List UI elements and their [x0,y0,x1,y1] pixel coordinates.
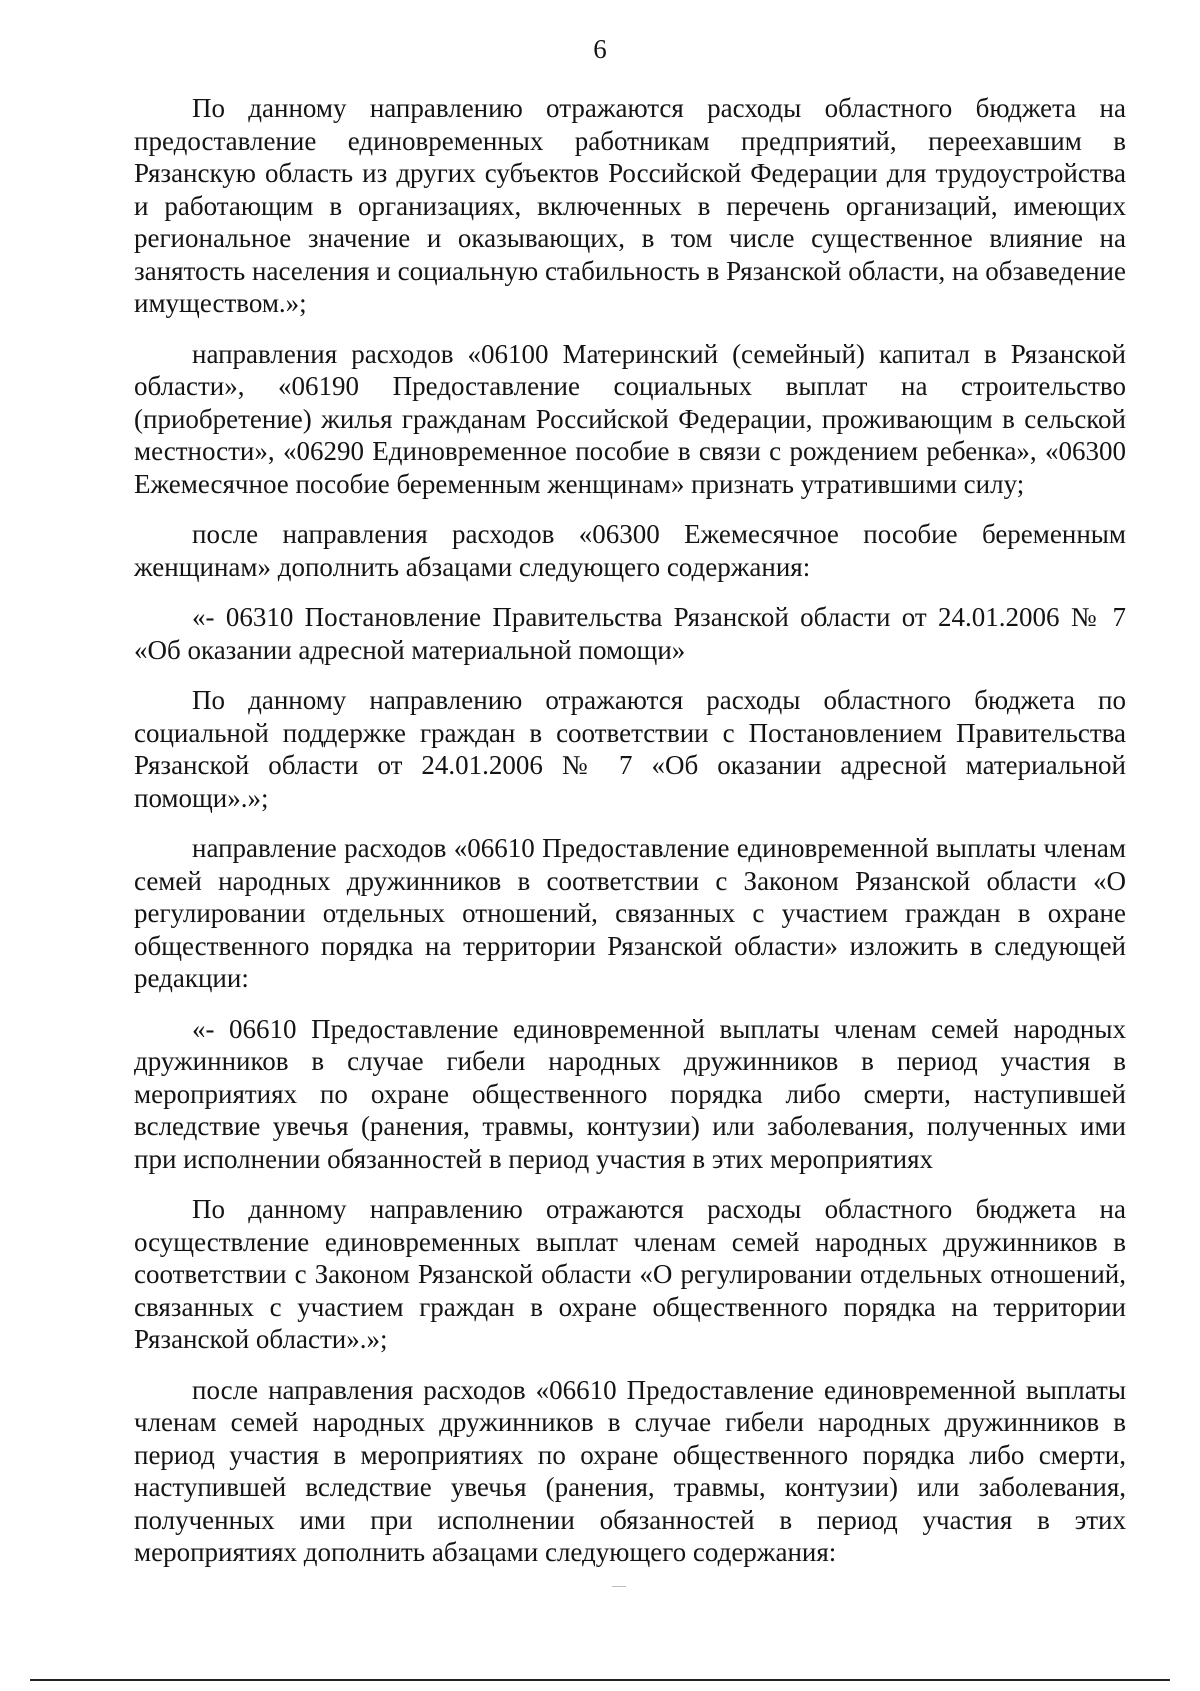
paragraph-8: По данному направлению отражаются расходы областного бюджета на осуществление единовременных выплат членам семей народных дружинников в соответствии с Законом Рязанской области «О регулировании отдельных отношений, связанных с участием граждан в охране общественного порядка на территории Рязанской области».»; [134,1194,1126,1354]
paragraph-6: направление расходов «06610 Предоставление единовременной выплаты членам семей народных дружинников в соответствии с Законом Рязанской области «О регулировании отдельных отношений, связанных с участием граждан в охране общественного порядка на территории Рязанской области» изложить в следующей редакции: [134,833,1126,993]
scan-artifact [612,1586,626,1587]
paragraph-3: после направления расходов «06300 Ежемесячное пособие беременным женщинам» дополнить абзацами следующего содержания: [134,519,1126,582]
page-number: 6 [593,34,607,64]
paragraph-9: после направления расходов «06610 Предоставление единовременной выплаты членам семей народных дружинников в случае гибели народных дружинников в период участия в мероприятиях по охране общественного порядка либо смерти, наступившей вследствие увечья (ранения, травмы, контузии) или заболевания, полученных ими при исполнении обязанностей в период участия в этих мероприятиях дополнить абзацами следующего содержания: [134,1374,1126,1567]
paragraph-1: По данному направлению отражаются расходы областного бюджета на предоставление единовременных работникам предприятий, переехавшим в Рязанскую область из других субъектов Российской Федерации для трудоустройства и работающим в организациях, включенных в перечень организаций, имеющих региональное значение и оказывающих, в том числе существенное влияние на занятость населения и социальную стабильность в Рязанской области, на обзаведение имуществом.»; [134,93,1126,318]
paragraph-2: направления расходов «06100 Материнский (семейный) капитал в Рязанской области», «06190 Предоставление социальных выплат на строительство (приобретение) жилья гражданам Российской Федерации, проживающим в сельской местности», «06290 Единовременное пособие в связи с рождением ребенка», «06300 Ежемесячное пособие беременным женщинам» признать утратившими силу; [134,338,1126,499]
paragraph-4: «- 06310 Постановление Правительства Рязанской области от 24.01.2006 № 7 «Об оказании адресной материальной помощи» [134,602,1126,665]
paragraph-5: По данному направлению отражаются расходы областного бюджета по социальной поддержке граждан в соответствии с Постановлением Правительства Рязанской области от 24.01.2006 № 7 «Об оказании адресной материальной помощи».»; [134,685,1126,813]
paragraph-7: «- 06610 Предоставление единовременной выплаты членам семей народных дружинников в случае гибели народных дружинников в период участия в мероприятиях по охране общественного порядка либо смерти, наступившей вследствие увечья (ранения, травмы, контузии) или заболевания, полученных ими при исполнении обязанностей в период участия в этих мероприятиях [134,1013,1126,1174]
document-body [134,92,1126,1583]
bottom-edge-line [30,1679,1170,1681]
